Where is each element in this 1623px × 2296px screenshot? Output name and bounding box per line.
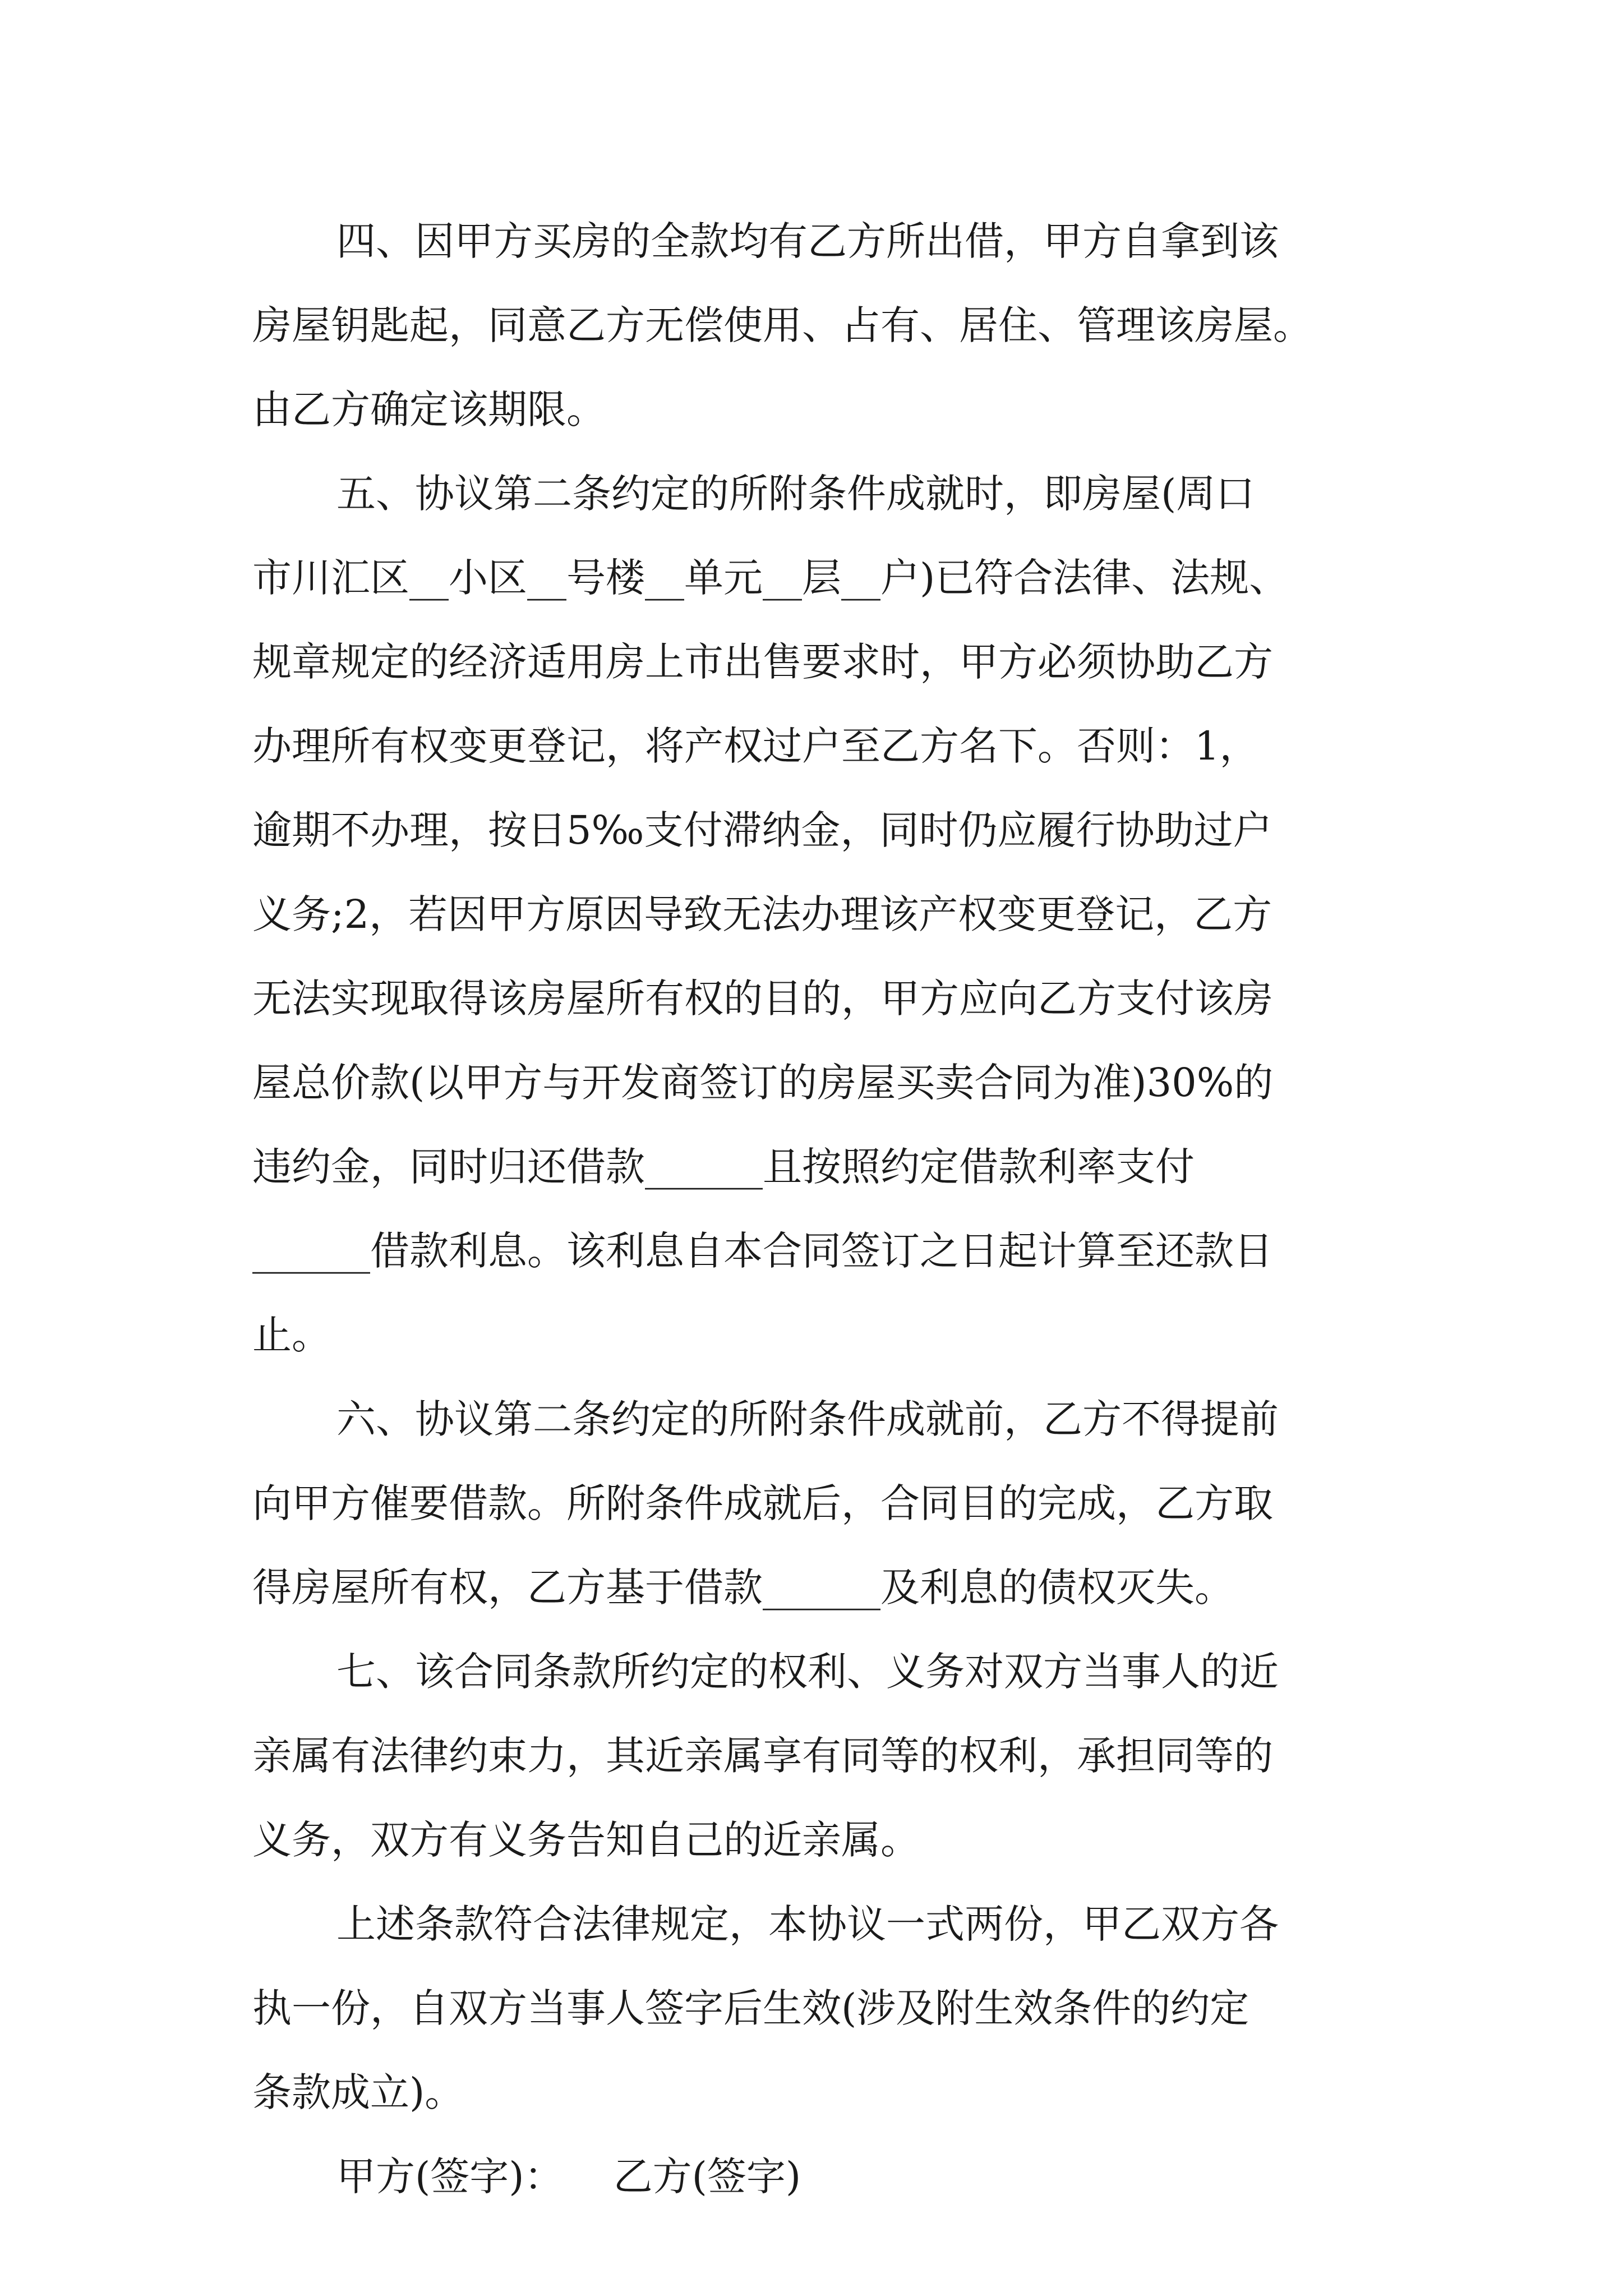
paragraph-6-line-2: 向甲方催要借款。所附条件成就后，合同目的完成，乙方取	[252, 1480, 1273, 1526]
paragraph-5-line-5: 逾期不办理，按日5‰支付滞纳金，同时仍应履行协助过户	[252, 807, 1272, 853]
paragraph-5-line-8: 屋总价款(以甲方与开发商签订的房屋买卖合同为准)30%的	[252, 1060, 1274, 1106]
paragraph-7-line-2: 亲属有法律约束力，其近亲属享有同等的权利，承担同等的	[252, 1733, 1273, 1779]
paragraph-5-line-1: 五、协议第二条约定的所附条件成就时，即房屋(周口	[336, 471, 1255, 517]
paragraph-6-line-1: 六、协议第二条约定的所附条件成就前，乙方不得提前	[336, 1396, 1279, 1442]
signature-line: 甲方(签字)： 乙方(签字)	[336, 2154, 801, 2200]
paragraph-4-line-3: 由乙方确定该期限。	[252, 386, 606, 432]
paragraph-4-line-1: 四、因甲方买房的全款均有乙方所出借，甲方自拿到该	[336, 218, 1279, 264]
paragraph-5-line-11: 止。	[252, 1312, 331, 1358]
closing-line-2: 执一份，自双方当事人签字后生效(涉及附生效条件的约定	[252, 1985, 1249, 2031]
paragraph-5-line-7: 无法实现取得该房屋所有权的目的，甲方应向乙方支付该房	[252, 976, 1273, 1022]
closing-line-1: 上述条款符合法律规定，本协议一式两份，甲乙双方各	[336, 1901, 1279, 1947]
paragraph-4-line-2: 房屋钥匙起，同意乙方无偿使用、占有、居住、管理该房屋。	[252, 302, 1312, 348]
paragraph-5-line-9: 违约金，同时归还借款______且按照约定借款利率支付	[252, 1144, 1195, 1190]
paragraph-7-line-3: 义务，双方有义务告知自己的近亲属。	[252, 1817, 920, 1863]
paragraph-7-line-1: 七、该合同条款所约定的权利、义务对双方当事人的近	[336, 1649, 1279, 1695]
paragraph-6-line-3: 得房屋所有权，乙方基于借款______及利息的债权灭失。	[252, 1565, 1234, 1611]
paragraph-5-line-3: 规章规定的经济适用房上市出售要求时，甲方必须协助乙方	[252, 639, 1273, 685]
paragraph-5-line-10: ______借款利息。该利息自本合同签订之日起计算至还款日	[252, 1228, 1273, 1274]
paragraph-5-line-2: 市川汇区__小区__号楼__单元__层__户)已符合法律、法规、	[252, 555, 1289, 601]
paragraph-5-line-6: 义务;2，若因甲方原因导致无法办理该产权变更登记，乙方	[252, 891, 1272, 937]
paragraph-5-line-4: 办理所有权变更登记，将产权过户至乙方名下。否则：1，	[252, 723, 1259, 769]
closing-line-3: 条款成立)。	[252, 2069, 464, 2115]
